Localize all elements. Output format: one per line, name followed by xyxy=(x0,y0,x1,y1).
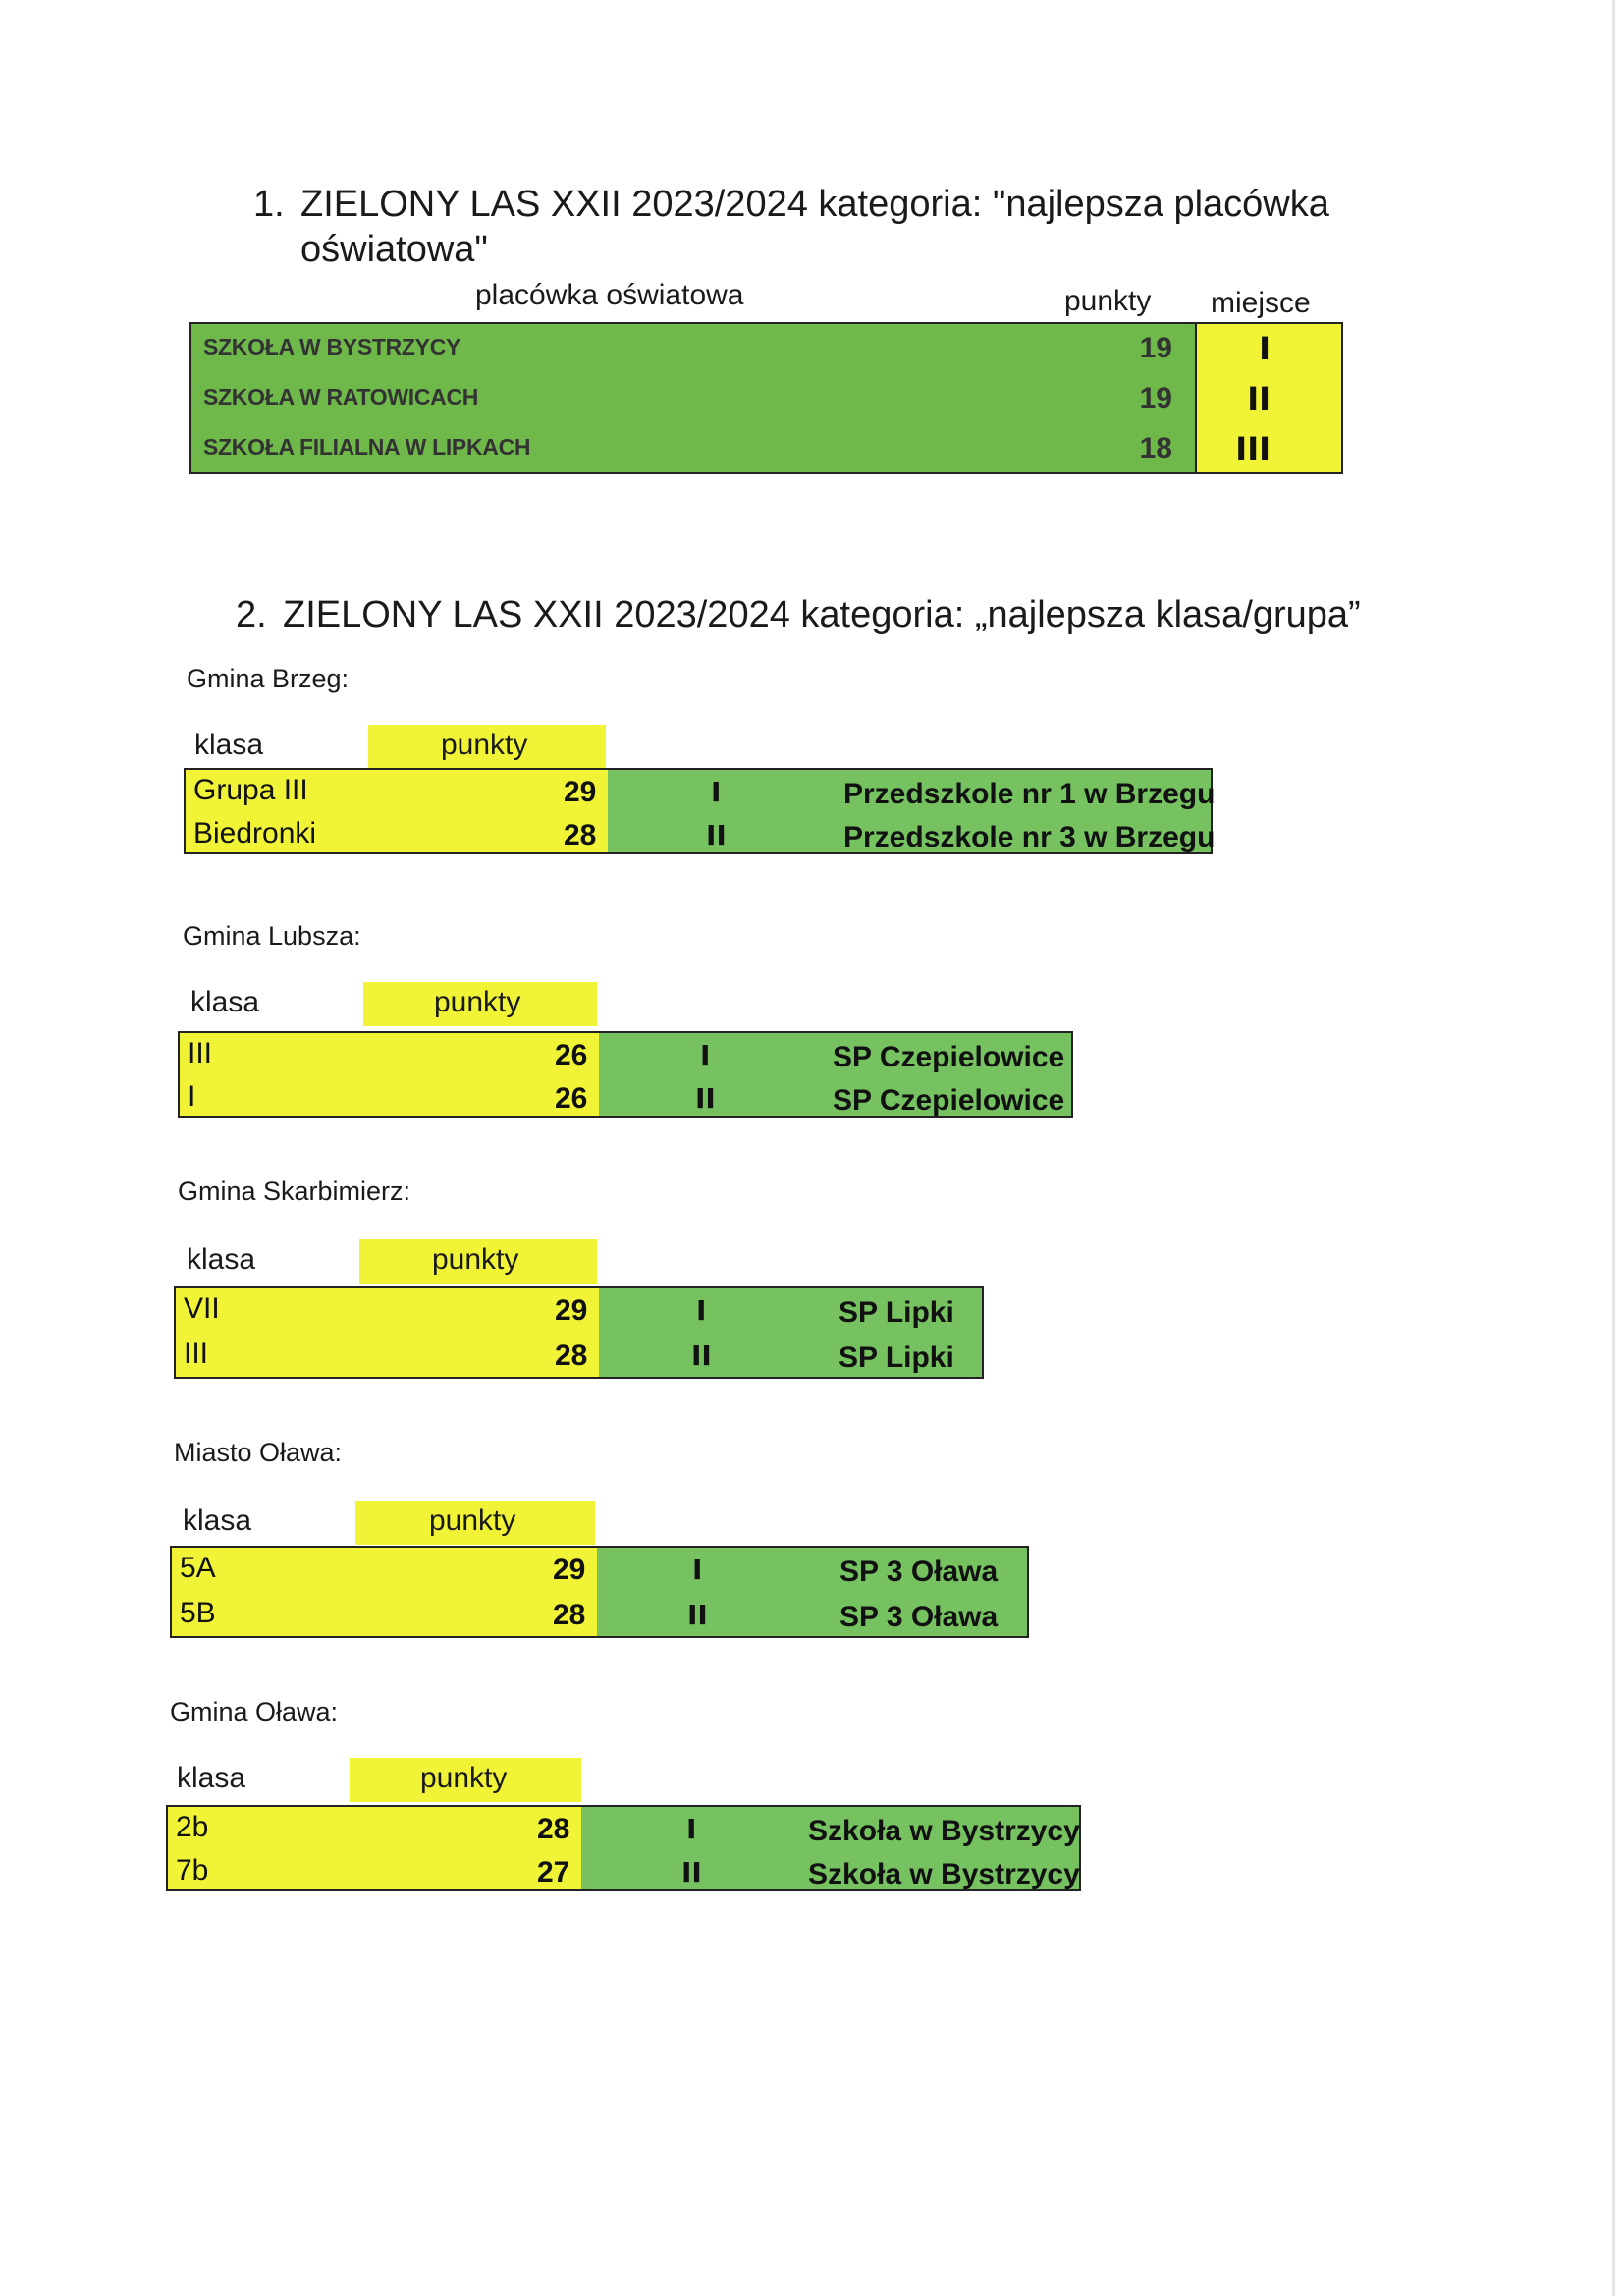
points-value: 29 xyxy=(564,776,597,808)
school-points: 19 xyxy=(1139,382,1172,414)
scan-page-edge xyxy=(1612,0,1615,2296)
klasa-value: Grupa III xyxy=(193,774,308,806)
school-name: SZKOŁA W BYSTRZYCY xyxy=(203,334,461,359)
table-row xyxy=(186,813,1216,856)
klasa-value: III xyxy=(188,1037,213,1069)
table-row xyxy=(172,1548,1027,1591)
table-row xyxy=(168,1807,1079,1850)
klasa-value: VII xyxy=(184,1292,220,1325)
section2-number: 2. xyxy=(236,594,267,635)
group-table-miasto-olawa xyxy=(170,1546,1029,1638)
table-row xyxy=(180,1076,1071,1120)
section1-header-place: miejsce xyxy=(1211,287,1311,319)
group-table-skarbimierz xyxy=(174,1286,984,1379)
municipality-label: Gmina Oława: xyxy=(170,1697,339,1726)
table-row xyxy=(191,324,1341,374)
klasa-header: klasa xyxy=(194,729,264,761)
points-value: 27 xyxy=(537,1856,570,1888)
section1-number: 1. xyxy=(253,184,285,225)
klasa-header: klasa xyxy=(190,986,260,1018)
section1-header-name: placówka oświatowa xyxy=(475,279,744,311)
table-row xyxy=(186,770,1216,813)
klasa-header: klasa xyxy=(187,1243,256,1276)
school-place: I xyxy=(1259,330,1271,367)
points-value: 28 xyxy=(555,1339,588,1372)
municipality-label: Gmina Brzeg: xyxy=(187,664,350,693)
table-row xyxy=(180,1033,1071,1076)
group-table-brzeg xyxy=(184,768,1216,854)
table-row xyxy=(191,424,1341,474)
points-header: punkty xyxy=(429,1504,516,1537)
municipality-label: Gmina Lubsza: xyxy=(183,921,361,951)
group-table-gmina-olawa xyxy=(166,1805,1081,1891)
school-place: II xyxy=(1247,380,1271,417)
group-table-lubsza xyxy=(178,1031,1073,1118)
klasa-value: 2b xyxy=(176,1811,209,1843)
place-value: I xyxy=(686,1813,697,1845)
school-points: 18 xyxy=(1139,432,1172,465)
points-header: punkty xyxy=(441,729,528,761)
klasa-value: 5B xyxy=(180,1597,216,1629)
points-value: 28 xyxy=(553,1599,586,1631)
section1-header-points: punkty xyxy=(1064,285,1152,317)
table-row xyxy=(176,1334,982,1377)
school-value: Szkoła w Bystrzycy xyxy=(808,1815,1080,1847)
municipality-label: Miasto Oława: xyxy=(174,1438,343,1467)
place-value: II xyxy=(681,1856,702,1888)
place-value: I xyxy=(700,1039,711,1071)
place-value: I xyxy=(696,1294,707,1327)
section1-title-line1: ZIELONY LAS XXII 2023/2024 kategoria: "najlepsza placówka xyxy=(300,184,1329,225)
school-name: SZKOŁA FILIALNA W LIPKACH xyxy=(203,434,531,460)
place-value: I xyxy=(692,1554,703,1586)
klasa-header: klasa xyxy=(177,1762,246,1794)
section1-table xyxy=(189,322,1343,474)
school-value: SP Lipki xyxy=(839,1341,954,1374)
section1-title xyxy=(253,183,1329,226)
klasa-value: III xyxy=(184,1338,209,1370)
points-value: 28 xyxy=(564,819,597,851)
school-value: Szkoła w Bystrzycy xyxy=(808,1858,1080,1890)
school-value: SP 3 Oława xyxy=(839,1601,999,1633)
municipality-label: Gmina Skarbimierz: xyxy=(178,1176,411,1206)
place-value: II xyxy=(706,819,727,851)
school-value: Przedszkole nr 1 w Brzegu xyxy=(843,778,1216,810)
school-value: Przedszkole nr 3 w Brzegu xyxy=(843,821,1216,853)
table-row xyxy=(176,1288,982,1332)
table-row xyxy=(168,1850,1079,1893)
place-value: II xyxy=(691,1339,712,1372)
table-row xyxy=(172,1593,1027,1636)
klasa-value: I xyxy=(188,1080,196,1113)
table-row xyxy=(191,374,1341,424)
school-value: SP Czepielowice xyxy=(833,1041,1065,1073)
section2-title xyxy=(236,593,1361,636)
school-value: SP Czepielowice xyxy=(833,1084,1065,1117)
klasa-value: 7b xyxy=(176,1854,209,1886)
points-value: 28 xyxy=(537,1813,570,1845)
school-points: 19 xyxy=(1139,332,1172,364)
points-header: punkty xyxy=(432,1243,519,1276)
klasa-header: klasa xyxy=(183,1504,252,1537)
school-value: SP 3 Oława xyxy=(839,1556,999,1588)
section1-title-line2: oświatowa" xyxy=(300,229,488,270)
place-value: I xyxy=(711,776,722,808)
place-value: II xyxy=(687,1599,708,1631)
points-header: punkty xyxy=(420,1762,508,1794)
school-value: SP Lipki xyxy=(839,1296,954,1329)
school-place: III xyxy=(1235,430,1271,467)
points-value: 26 xyxy=(555,1039,588,1071)
klasa-value: Biedronki xyxy=(193,817,317,849)
points-value: 29 xyxy=(553,1554,586,1586)
points-header: punkty xyxy=(434,986,521,1018)
place-value: II xyxy=(695,1082,716,1115)
klasa-value: 5A xyxy=(180,1552,216,1584)
section2-title-text: ZIELONY LAS XXII 2023/2024 kategoria: „najlepsza klasa/grupa” xyxy=(283,594,1361,635)
school-name: SZKOŁA W RATOWICACH xyxy=(203,384,479,410)
points-value: 29 xyxy=(555,1294,588,1327)
points-value: 26 xyxy=(555,1082,588,1115)
